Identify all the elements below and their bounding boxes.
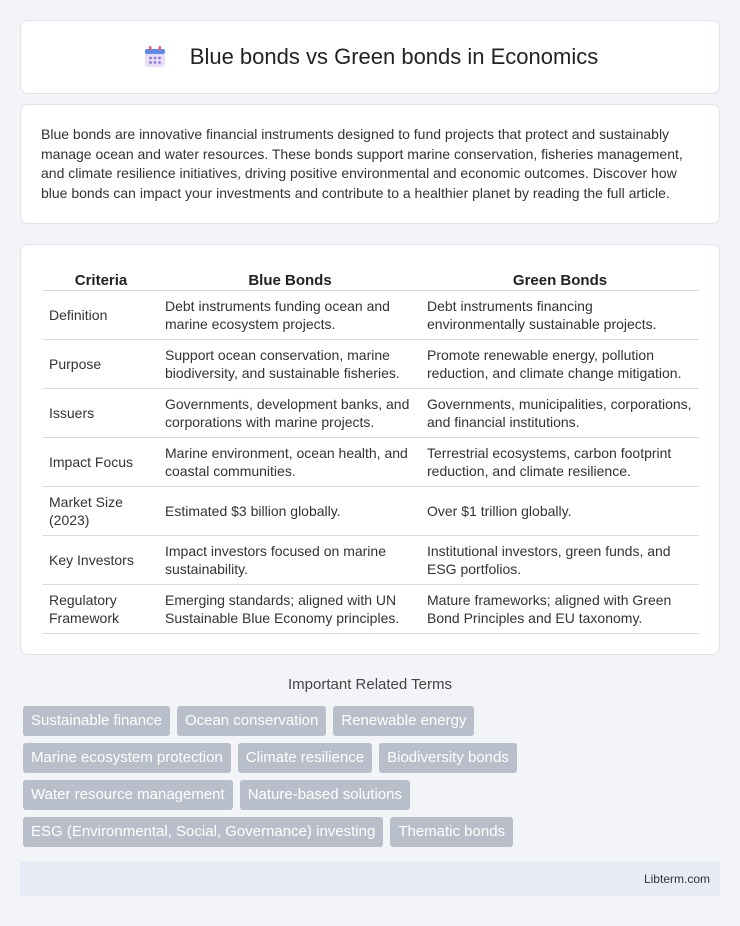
blue-cell: Marine environment, ocean health, and coastal communities. — [159, 438, 421, 487]
intro-card — [20, 104, 720, 224]
calendar-icon — [142, 44, 168, 70]
blue-cell: Impact investors focused on marine sustainability. — [159, 536, 421, 585]
table-row — [43, 487, 699, 536]
green-cell: Promote renewable energy, pollution reduction, and climate change mitigation. — [421, 340, 699, 389]
tag-nature-based-solutions[interactable]: Nature-based solutions — [240, 780, 410, 810]
table-row — [43, 438, 699, 487]
footer-site-link[interactable]: Libterm.com — [643, 872, 710, 886]
tag-ocean-conservation[interactable]: Ocean conservation — [177, 706, 326, 736]
tag-water-resource-management[interactable]: Water resource management — [23, 780, 233, 810]
blue-cell: Governments, development banks, and corporations with marine projects. — [159, 389, 421, 438]
criteria-cell: Key Investors — [43, 536, 159, 585]
table-row — [43, 389, 699, 438]
criteria-cell: Impact Focus — [43, 438, 159, 487]
footer — [20, 862, 720, 896]
page-title: Blue bonds vs Green bonds in Economics — [189, 44, 599, 69]
tag-marine-ecosystem-protection[interactable]: Marine ecosystem protection — [23, 743, 231, 773]
tag-renewable-energy[interactable]: Renewable energy — [333, 706, 474, 736]
criteria-cell: Purpose — [43, 340, 159, 389]
table-row — [43, 340, 699, 389]
header-card — [20, 20, 720, 94]
tag-esg-investing[interactable]: ESG (Environmental, Social, Governance) investing — [23, 817, 383, 847]
green-cell: Governments, municipalities, corporations, and financial institutions. — [421, 389, 699, 438]
blue-cell: Estimated $3 billion globally. — [159, 487, 421, 536]
green-cell: Terrestrial ecosystems, carbon footprint reduction, and climate resilience. — [421, 438, 699, 487]
blue-cell: Emerging standards; aligned with UN Sustainable Blue Economy principles. — [159, 585, 421, 634]
table-row — [43, 585, 699, 634]
criteria-cell: Regulatory Framework — [43, 585, 159, 634]
green-cell: Institutional investors, green funds, and ESG portfolios. — [421, 536, 699, 585]
comparison-table — [43, 265, 699, 634]
comparison-table-card — [20, 244, 720, 655]
header-blue-bonds: Blue Bonds — [159, 265, 421, 291]
table-row — [43, 291, 699, 340]
tag-climate-resilience[interactable]: Climate resilience — [238, 743, 372, 773]
criteria-cell: Issuers — [43, 389, 159, 438]
green-cell: Mature frameworks; aligned with Green Bond Principles and EU taxonomy. — [421, 585, 699, 634]
tag-sustainable-finance[interactable]: Sustainable finance — [23, 706, 170, 736]
table-row — [43, 536, 699, 585]
blue-cell: Debt instruments funding ocean and marine ecosystem projects. — [159, 291, 421, 340]
blue-cell: Support ocean conservation, marine biodiversity, and sustainable fisheries. — [159, 340, 421, 389]
header-criteria: Criteria — [43, 265, 159, 291]
related-terms-title: Important Related Terms — [288, 676, 452, 693]
intro-text: Blue bonds are innovative financial instruments designed to fund projects that protect and sustainably manage ocean and water resources. These bonds support marine conservation, fisheries management, and climate resilience initiatives, driving positive environmental and economic outcomes. Discover how blue bonds can impact your investments and contribute to a healthier planet by reading the full article. — [41, 126, 683, 201]
criteria-cell: Definition — [43, 291, 159, 340]
related-terms — [23, 706, 723, 854]
criteria-cell: Market Size (2023) — [43, 487, 159, 536]
header-green-bonds: Green Bonds — [421, 265, 699, 291]
green-cell: Debt instruments financing environmentally sustainable projects. — [421, 291, 699, 340]
green-cell: Over $1 trillion globally. — [421, 487, 699, 536]
tag-biodiversity-bonds[interactable]: Biodiversity bonds — [379, 743, 517, 773]
tag-thematic-bonds[interactable]: Thematic bonds — [390, 817, 513, 847]
